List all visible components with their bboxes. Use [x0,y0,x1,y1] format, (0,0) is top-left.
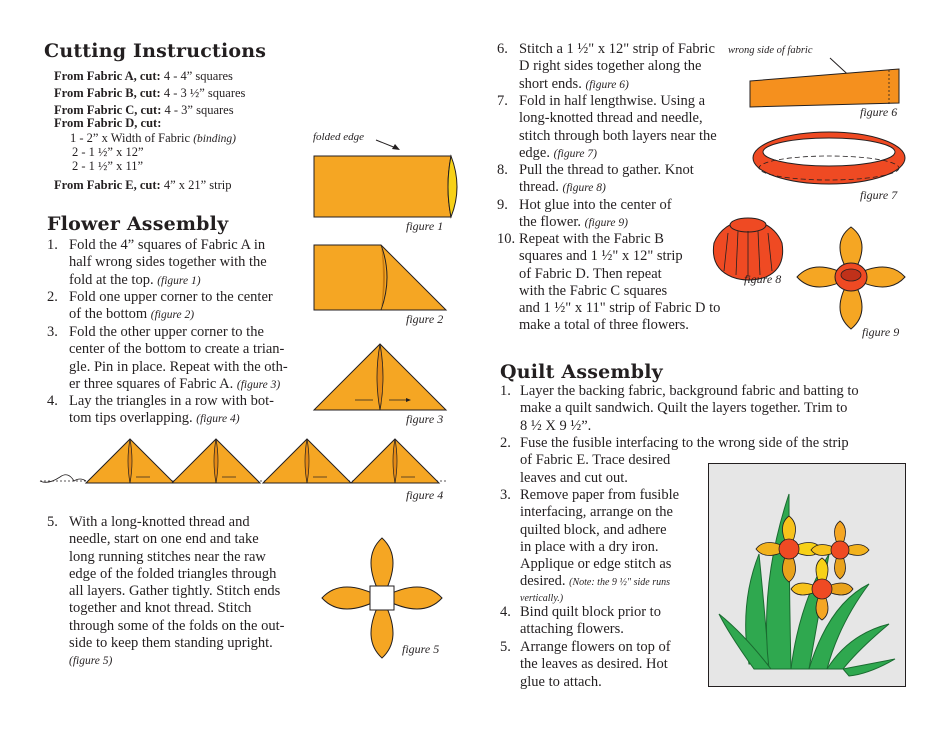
flower-title: Flower Assembly [47,213,229,235]
cut-fabric-a: From Fabric A, cut: 4 - 4” squares [54,69,233,83]
figure-4-label: figure 4 [406,488,444,502]
wrong-side-label: wrong side of fabric [728,45,813,56]
cut-fabric-b: From Fabric B, cut: 4 - 3 ½” squares [54,86,246,100]
daffodil-flower-3 [789,556,855,622]
cut-fabric-c: From Fabric C, cut: 4 - 3” squares [54,103,234,117]
figure-4-triangle-row [38,437,448,487]
figure-7-ring [749,128,909,190]
cut-fabric-d-line2: 2 - 1 ½” x 12” [72,145,144,159]
cut-fabric-d: From Fabric D, cut: [54,116,162,130]
folded-edge-arrow-icon [374,138,404,152]
figure-3-triangle [313,342,448,412]
cut-fabric-e: From Fabric E, cut: 4” x 21” strip [54,178,232,192]
quilt-block-picture [708,463,906,687]
cutting-title: Cutting Instructions [44,40,267,62]
figure-5-label: figure 5 [402,642,440,656]
cut-fabric-d-line3: 2 - 1 ½” x 11” [72,159,144,173]
figure-2-corner-fold [313,244,448,312]
figure-2-label: figure 2 [406,312,444,326]
figure-1-folded-square [313,155,453,219]
figure-3-label: figure 3 [406,412,444,426]
figure-9-flower [795,225,907,330]
quilt-title: Quilt Assembly [500,361,663,383]
figure-8-label: figure 8 [744,272,782,286]
figure-4-triangle-3 [263,439,351,483]
cut-fabric-d-line1: 1 - 2” x Width of Fabric (binding) [70,131,237,145]
figure-4-triangle-1 [86,439,174,483]
figure-6-label: figure 6 [860,105,898,119]
figure-6-strip [749,67,909,109]
figure-9-label: figure 9 [862,325,900,339]
figure-4-triangle-4 [351,439,439,483]
folded-edge-label: folded edge [313,131,365,143]
figure-4-triangle-2 [172,439,260,483]
figure-7-label: figure 7 [860,188,898,202]
figure-1-label: figure 1 [406,219,444,233]
